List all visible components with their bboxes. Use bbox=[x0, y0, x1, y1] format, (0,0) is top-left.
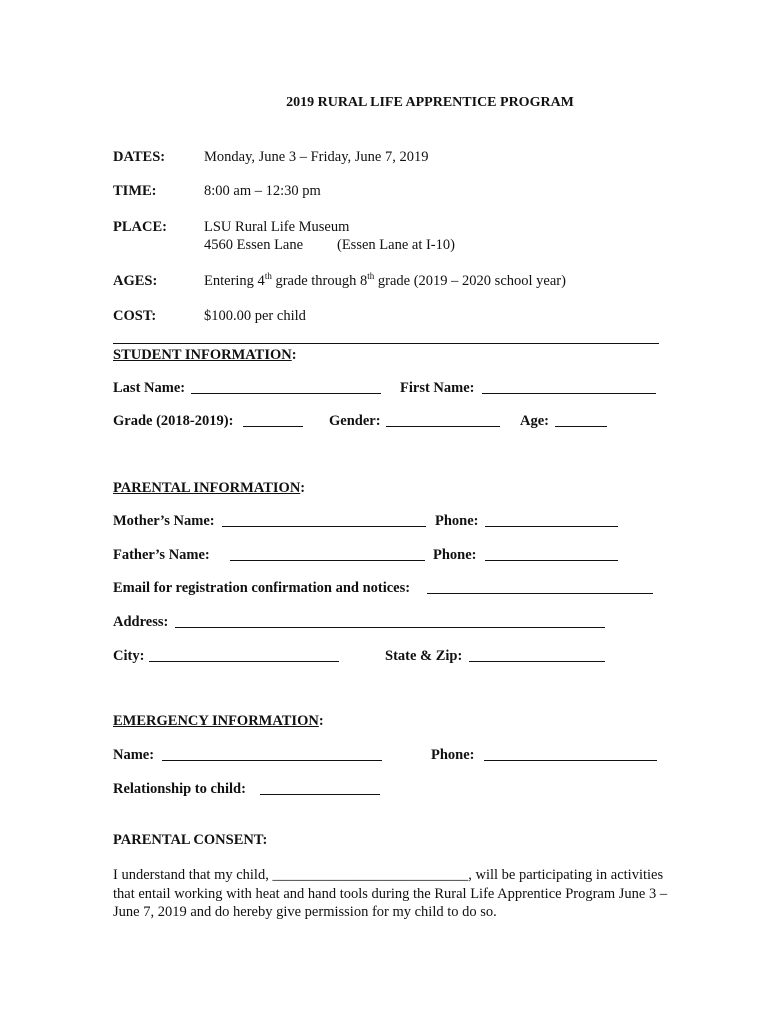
father-name-field[interactable] bbox=[230, 547, 425, 561]
first-name-field[interactable] bbox=[482, 380, 656, 394]
last-name-field[interactable] bbox=[191, 380, 381, 394]
time-value: 8:00 am – 12:30 pm bbox=[204, 183, 321, 199]
gender-field[interactable] bbox=[386, 413, 500, 427]
dates-label: DATES: bbox=[113, 149, 166, 165]
last-name-label: Last Name: bbox=[113, 380, 186, 396]
place-label: PLACE: bbox=[113, 219, 167, 235]
ages-value: Entering 4th grade through 8th grade (2019 – 2020 school year) bbox=[204, 271, 566, 289]
emergency-name-label: Name: bbox=[113, 747, 155, 763]
mother-name-field[interactable] bbox=[222, 513, 426, 527]
parental-heading: PARENTAL INFORMATION: bbox=[113, 480, 306, 496]
relationship-label: Relationship to child: bbox=[113, 781, 246, 797]
section-divider bbox=[113, 343, 659, 344]
first-name-label: First Name: bbox=[400, 380, 475, 396]
grade-label: Grade (2018-2019): bbox=[113, 413, 234, 429]
place-line2-address: 4560 Essen Lane bbox=[204, 237, 304, 253]
grade-field[interactable] bbox=[243, 413, 303, 427]
father-phone-label: Phone: bbox=[433, 547, 477, 563]
time-label: TIME: bbox=[113, 183, 157, 199]
child-name-blank[interactable]: ___________________________ bbox=[272, 867, 469, 883]
student-heading: STUDENT INFORMATION: bbox=[113, 347, 297, 363]
page-title: 2019 RURAL LIFE APPRENTICE PROGRAM bbox=[286, 95, 574, 110]
place-line2-note: (Essen Lane at I-10) bbox=[337, 237, 455, 253]
relationship-field[interactable] bbox=[260, 781, 380, 795]
consent-heading: PARENTAL CONSENT: bbox=[113, 832, 268, 848]
age-field[interactable] bbox=[555, 413, 607, 427]
mother-phone-label: Phone: bbox=[435, 513, 479, 529]
father-phone-field[interactable] bbox=[485, 547, 618, 561]
mother-name-label: Mother’s Name: bbox=[113, 513, 215, 529]
address-field[interactable] bbox=[175, 614, 605, 628]
emergency-phone-field[interactable] bbox=[484, 747, 657, 761]
state-zip-field[interactable] bbox=[469, 648, 605, 662]
place-line1: LSU Rural Life Museum bbox=[204, 219, 350, 235]
mother-phone-field[interactable] bbox=[485, 513, 618, 527]
ages-label: AGES: bbox=[113, 273, 158, 289]
emergency-heading: EMERGENCY INFORMATION: bbox=[113, 713, 324, 729]
address-label: Address: bbox=[113, 614, 169, 630]
emergency-name-field[interactable] bbox=[162, 747, 382, 761]
cost-label: COST: bbox=[113, 308, 157, 324]
father-name-label: Father’s Name: bbox=[113, 547, 210, 563]
emergency-phone-label: Phone: bbox=[431, 747, 475, 763]
state-zip-label: State & Zip: bbox=[385, 648, 463, 664]
email-label: Email for registration confirmation and notices: bbox=[113, 580, 411, 596]
dates-value: Monday, June 3 – Friday, June 7, 2019 bbox=[204, 149, 429, 165]
gender-label: Gender: bbox=[329, 413, 381, 429]
city-label: City: bbox=[113, 648, 145, 664]
age-label: Age: bbox=[520, 413, 549, 429]
cost-value: $100.00 per child bbox=[204, 308, 306, 324]
email-field[interactable] bbox=[427, 580, 653, 594]
consent-text: I understand that my child, ___________________________, will be participating in activities that entail working with heat and hand tools during the Rural Life Apprentice Program June 3 – June 7, 2019 and do hereby give permission for my child to do so. bbox=[113, 867, 668, 920]
city-field[interactable] bbox=[149, 648, 339, 662]
